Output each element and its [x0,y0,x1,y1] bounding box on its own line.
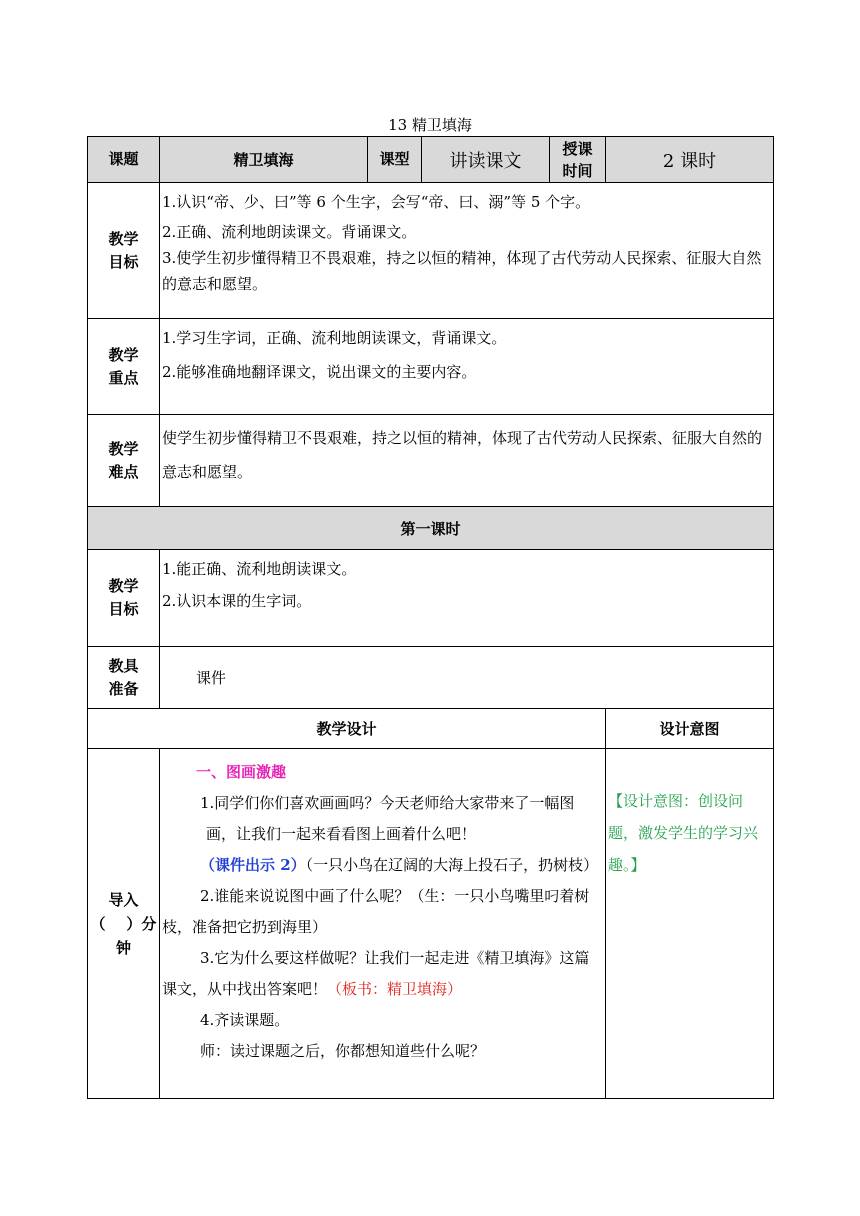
intro-row [88,749,774,1099]
intro-section-title: 一、图画激趣 [196,763,287,781]
document-title: 13 精卫填海 [388,116,472,134]
time-label [550,137,606,183]
time-label-line1: 授课 [562,139,593,158]
lesson-plan-table [87,136,774,1099]
type-label: 课型 [368,137,422,183]
design-intent-header: 设计意图 [606,709,774,749]
intro-paragraph-text: （一只小鸟在辽阔的大海上投石子，扔树枝） [305,856,599,874]
design-header-row [88,709,774,749]
difficulties-content [160,415,774,507]
time-value: 2 课时 [606,137,774,183]
lesson-goal-item: 1.能正确、流利地朗读课文。 [162,560,357,578]
type-value: 讲读课文 [422,137,550,183]
intro-paragraph [162,850,603,881]
first-lesson-row [88,507,774,550]
key-points-content [160,319,774,415]
difficulties-label-line1: 教学 [108,439,139,458]
tools-label [88,647,160,709]
key-point-item: 2.能够准确地翻译课文，说出课文的主要内容。 [162,363,477,381]
goal-item: 3.使学生初步懂得精卫不畏艰难，持之以恒的精神，体现了古代劳动人民探索、征服大自然的意志和愿望。 [162,249,762,293]
intro-paragraph: 2.谁能来说说图中画了什么呢？（生：一只小鸟嘴里叼着树枝，准备把它扔到海里） [162,887,590,936]
design-note: 【设计意图：创设问题，激发学生的学习兴趣。】 [608,792,759,874]
first-lesson-title: 第一课时 [88,507,774,550]
key-points-label-line2: 重点 [108,368,139,387]
intro-label-line1: 导入 [108,890,139,909]
lesson-goals-label-line1: 教学 [108,577,139,595]
courseware-note: （课件出示 2） [200,856,306,874]
intro-paragraph: 1.同学们你们喜欢画画吗？今天老师给大家带来了一幅图画，让我们一起来看看图上画着什么吧！ [200,794,575,843]
intro-content [160,749,606,1099]
difficulties-row [88,415,774,507]
intro-paragraph-text: 3.它为什么要这样做呢？让我们一起走进《精卫填海》这篇课文，从中找出答案吧！ [162,949,590,998]
lesson-goal-item: 2.认识本课的生字词。 [162,592,312,610]
tools-row [88,647,774,709]
lesson-goals-label-line2: 目标 [108,600,139,618]
key-points-label [88,319,160,415]
key-points-row [88,319,774,415]
intro-paragraph: 师：读过课题之后，你都想知道些什么呢？ [200,1042,486,1060]
intro-label-line2: （ ）分 [90,914,157,933]
topic-value: 精卫填海 [160,137,368,183]
tools-content [160,647,774,709]
goals-row [88,183,774,319]
intro-paragraph [162,943,603,1005]
lesson-goals-content [160,550,774,647]
key-points-label-line1: 教学 [108,345,139,364]
time-label-line2: 时间 [562,161,593,180]
tools-label-line1: 教具 [108,656,139,675]
board-note: （板书：精卫填海） [327,980,463,998]
lesson-goals-row [88,550,774,647]
key-point-item: 1.学习生字词，正确、流利地朗读课文，背诵课文。 [162,329,507,347]
intro-design-intent [606,749,774,1099]
intro-label [88,749,160,1099]
topic-label: 课题 [88,137,160,183]
tools-label-line2: 准备 [108,679,139,698]
difficulties-label-line2: 难点 [108,462,139,481]
goals-label-line1: 教学 [108,229,139,248]
teaching-design-header: 教学设计 [88,709,606,749]
tools-value: 课件 [196,669,227,687]
lesson-goals-label [88,550,160,647]
intro-paragraph: 4.齐读课题。 [200,1011,290,1029]
header-row [88,137,774,183]
goal-item: 2.正确、流利地朗读课文。背诵课文。 [162,223,417,241]
goal-item: 1.认识“帝、少、曰”等 6 个生字，会写“帝、曰、溺”等 5 个字。 [162,193,591,211]
goals-label [88,183,160,319]
difficulties-label [88,415,160,507]
goals-label-line2: 目标 [108,252,139,271]
difficulties-text: 使学生初步懂得精卫不畏艰难，持之以恒的精神，体现了古代劳动人民探索、征服大自然的意志和愿望。 [162,429,763,481]
goals-content [160,183,774,319]
intro-label-line3: 钟 [115,938,131,957]
